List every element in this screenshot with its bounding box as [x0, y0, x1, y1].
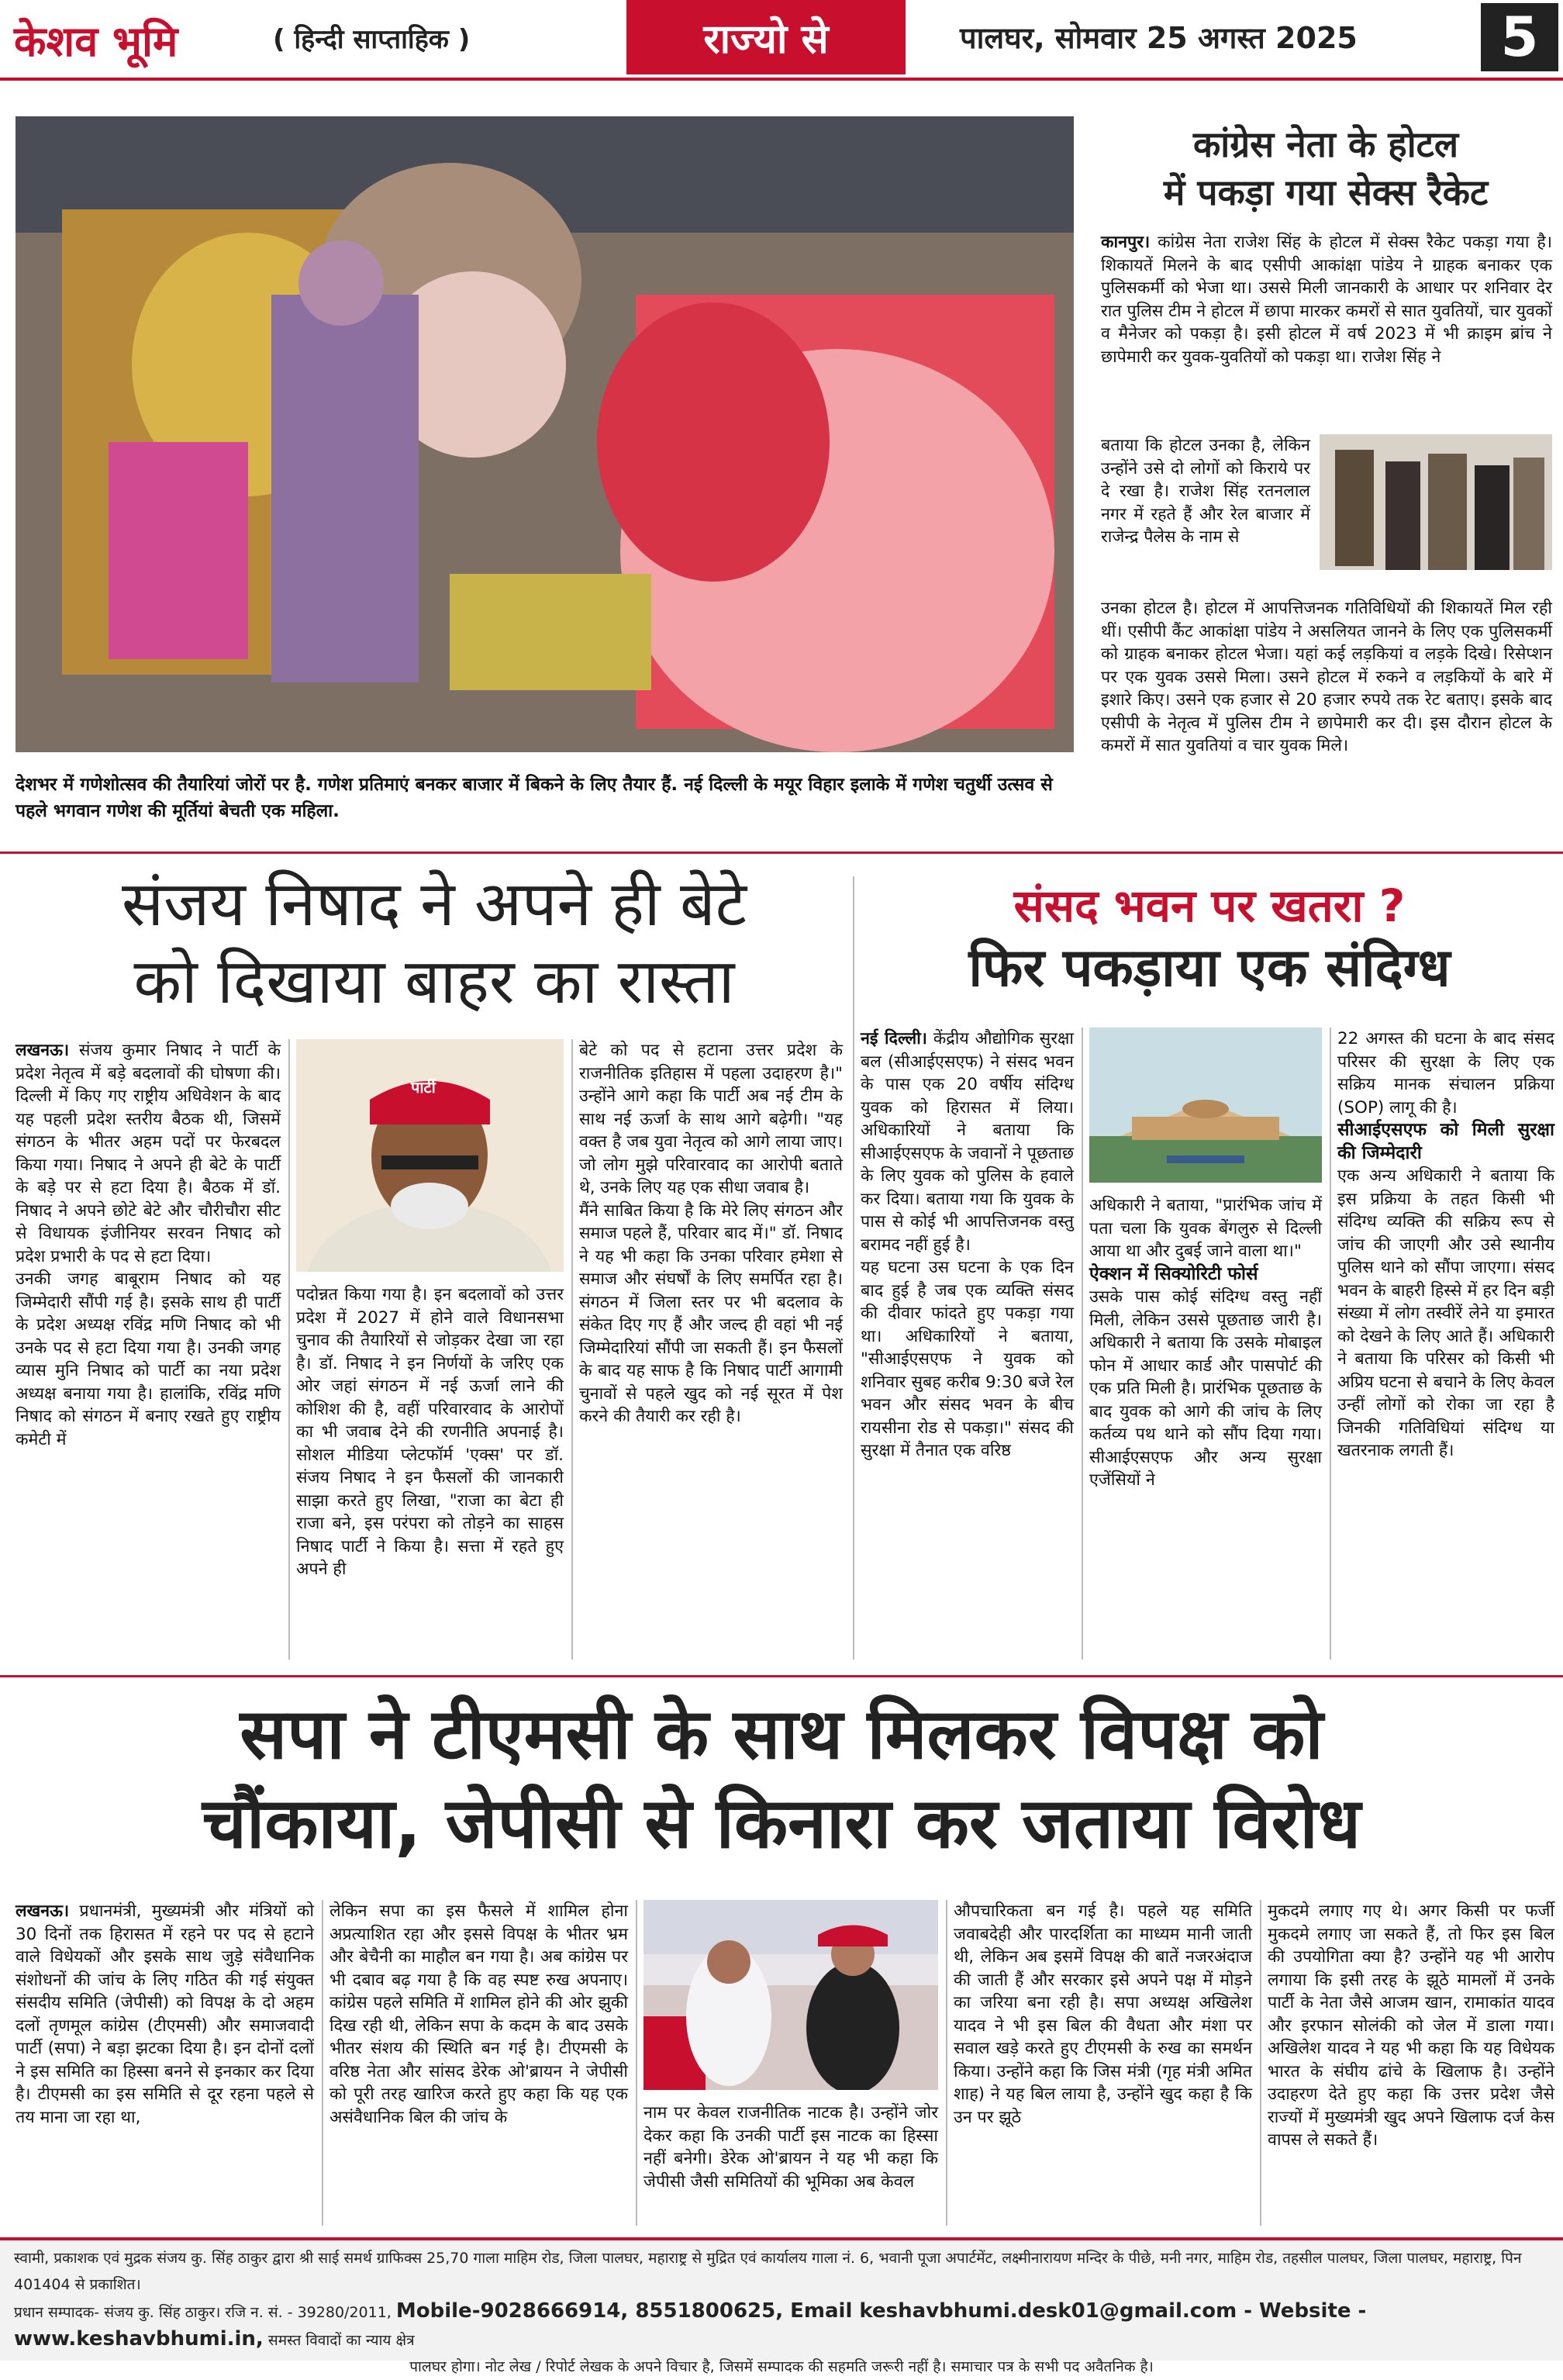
imprint-footer — [0, 2237, 1563, 2375]
sp-story-col-1 — [16, 1900, 314, 2129]
hotel-story-dateline: कानपुर। — [1101, 233, 1151, 252]
column-rule — [288, 1039, 290, 1660]
hotel-story-para-1 — [1101, 231, 1552, 368]
column-rule — [946, 1900, 947, 2226]
parliament-col-2 — [1089, 1194, 1322, 1492]
imprint-line-1: स्वामी, प्रकाशक एवं मुद्रक संजय कु. सिंह ठाकुर द्वारा श्री साई समर्थ ग्राफिक्स 25,70 गाला माहिम रोड, जिला पालघर, महाराष्ट्र से मुद्रित एवं कार्यालय गाला नं. 6, भवानी पूजा अपार्टमेंट, लक्ष्मीनारायण मन्दिर के पीछे, मनी नगर, माहिम रोड, तहसील पालघर, जिला पालघर, महाराष्ट्र, पिन 401404 से प्रकाशित। — [14, 2250, 1522, 2293]
lead-photo-ganesh-idols — [16, 116, 1074, 752]
sp-story-col-3: नाम पर केवल राजनीतिक नाटक है। उन्होंने जोर देकर कहा कि उनकी पार्टी इस नाटक का हिस्सा नहीं बनेगी। डेरेक ओ'ब्रायन ने यह भी कहा कि जेपीसी जैसी समितियों की भूमिका अब केवल — [643, 2103, 938, 2192]
column-rule — [1330, 1028, 1331, 1660]
hotel-story-headline-1: कांग्रेस नेता के होटल — [1192, 123, 1459, 165]
sp-story-col-2: लेकिन सपा का इस फैसले में शामिल होना अप्रत्याशित रहा और इससे विपक्ष के भीतर भ्रम और बेचैनी का माहौल बन गया है। अब कांग्रेस पर भी दबाव बढ़ गया है कि वह स्पष्ट रुख अपनाए। कांग्रेस पहले समिति में शामिल होने की ओर झुकी दिख रही थी, लेकिन सपा के कदम के बाद उसके भीतर संशय की स्थिति बन गई है। टीएमसी के वरिष्ठ नेता और सांसद डेरेक ओ'ब्रायन ने जेपीसी को पूरी तरह खारिज करते हुए कहा कि यह एक असंवैधानिक बिल की जांच के — [330, 1902, 628, 2127]
masthead — [0, 0, 1563, 81]
sp-story-headline-2: चौंकाया, जेपीसी से किनारा कर जताया विरोध — [202, 1783, 1361, 1864]
column-rule — [322, 1900, 323, 2226]
nishad-story-headline-2: को दिखाया बाहर का रास्ता — [133, 945, 735, 1017]
newspaper-subtitle: ( हिन्दी साप्ताहिक ) — [273, 24, 471, 55]
parliament-subhead-2: सीआईएसएफ को मिली सुरक्षा की जिम्मेदारी — [1337, 1120, 1554, 1163]
sp-story-col-5: मुकदमे लगाए गए थे। अगर किसी पर फर्जी मुकदमे लगाए जा सकते हैं, तो फिर इस बिल की उपयोगिता क्या है? उन्होंने यह भी आरोप लगाया कि इसी तरह के झूठे मामलों में उनके पार्टी के नेता जैसे आजम खान, रामाकांत यादव और इरफान सोलंकी को जेल में डाला गया। अखिलेश यादव ने यह भी कहा कि यह विधेयक भारत के संघीय ढांचे के खिलाफ है। उन्होंने उदाहरण देते हुए कहा कि उत्तर प्रदेश जैसे राज्यों में मुख्यमंत्री खुद अपने खिलाफ दर्ज केस वापस ले सकते हैं। — [1268, 1902, 1554, 2150]
mamata-akhilesh-photo — [643, 1900, 938, 2090]
nishad-story-col-2: पदोन्नत किया गया है। इन बदलावों को उत्तर प्रदेश में 2027 में होने वाले विधानसभा चुनाव की तैयारियों से जोड़कर देखा जा रहा है। डॉ. निषाद ने इन निर्णयों के जरिए एक ओर जहां संगठन में नई ऊर्जा लाने की कोशिश की है, वहीं परिवारवाद के आरोपों का भी जवाब देने की रणनीति अपनाई है। सोशल मीडिया प्लेटफॉर्म 'एक्स' पर डॉ. संजय निषाद ने इन फैसलों की जानकारी साझा करते हुए लिखा, "राजा का बेटा ही राजा बने, इस परंपरा को तोड़ने का साहस निषाद पार्टी ने किया है। सत्ता में रहते हुए अपने ही — [296, 1285, 564, 1579]
sanjay-nishad-photo — [296, 1039, 564, 1272]
hotel-story-text-1: कांग्रेस नेता राजेश सिंह के होटल में सेक्स रैकेट पकड़ा गया है। शिकायतें मिलने के बाद एसीपी आकांक्षा पांडेय ने ग्राहक बनाकर एक पुलिसकर्मी को भेजा था। उससे मिली जानकारी के आधार पर शनिवार देर रात पुलिस टीम ने होटल में छापा मारकर कमरों से सात युवतियों, चार युवकों व मैनेजर को पकड़ा है। इसी होटल में वर्ष 2023 में भी क्राइम ब्रांच ने छापेमारी कर युवक-युवतियों को पकड़ा था। राजेश सिंह ने — [1101, 233, 1553, 367]
imprint-editor: प्रधान सम्पादक- संजय कु. सिंह ठाकुर। रजि न. सं. - 39280/2011, — [14, 2304, 392, 2321]
hotel-raid-photo — [1320, 434, 1552, 570]
imprint-contact: Mobile-9028666914, 8551800625, Email keshavbhumi.desk01@gmail.com - Website - www.keshavbhumi.in, — [14, 2299, 1367, 2351]
sp-story-col-4: औपचारिकता बन गई है। पहले यह समिति जवाबदेही और पारदर्शिता का माध्यम मानी जाती थी, लेकिन अब इसमें विपक्ष की बातें नजरअंदाज की जाती हैं और सरकार इसे अपने पक्ष में मोड़ने का जरिया बना रही है। सपा अध्यक्ष अखिलेश यादव ने भी इस बिल की वैधता और मंशा पर सवाल खड़े करते हुए टीएमसी के रुख का समर्थन किया। उन्होंने कहा कि जिस मंत्री (गृह मंत्री अमित शाह) ने यह बिल लाया है, उन्होंने खुद कहा है कि उन पर झूठे — [954, 1902, 1252, 2127]
imprint-jurisdiction: समस्त विवादों का न्याय क्षेत्र — [267, 2332, 415, 2349]
column-rule — [853, 876, 854, 1660]
parliament-headline: फिर पकड़ाया एक संदिग्ध — [968, 938, 1451, 999]
hotel-story-headline-2: में पकड़ा गया सेक्स रैकेट — [1163, 171, 1489, 213]
nishad-col-3b-text: मैंने साबित किया है कि मेरे लिए संगठन और समाज पहले हैं, परिवार बाद में।" डॉ. निषाद ने यह भी कहा कि उनका परिवार हमेशा से समाज और संघर्षों के लिए समर्पित रहा है। संगठन में जिला स्तर पर भी बदलाव के संकेत दिए गए हैं और जल्द ही वहां भी नई जिम्मेदारियां सौंपी जा सकती हैं। इन फैसलों के बाद यह साफ है कि निषाद पार्टी आगामी चुनावों से पहले खुद को नई सूरत में पेश करने की तैयारी कर रही है। — [579, 1200, 843, 1426]
hotel-story-para-3: उनका होटल है। होटल में आपत्तिजनक गतिविधियों की शिकायतें मिल रही थीं। एसीपी कैंट आकांक्षा पांडेय ने असलियत जानने के लिए एक पुलिसकर्मी को ग्राहक बनाकर होटल भेजा। यहां कई लड़कियां व लड़के दिखे। रिसेप्शन पर एक युवक उससे मिला। उसने होटल में रुकने व लड़कियों के बारे में इशारे किए। उसने एक हजार से 20 हजार रुपये तक रेट बताए। इसके बाद एसीपी के नेतृत्व में पुलिस टीम ने छापेमारी कर दी। इस दौरान होटल के कमरों में सात युवतियां व चार युवक मिले। — [1101, 599, 1552, 755]
parliament-col-3-text: 22 अगस्त की घटना के बाद संसद परिसर की सुरक्षा के लिए एक सक्रिय मानक संचालन प्रक्रिया (SOP) लागू की है। — [1337, 1029, 1554, 1117]
newspaper-title: केशव भूमि — [14, 17, 178, 66]
sp-dateline: लखनऊ। — [16, 1902, 70, 1921]
cap-logo-text: पार्टी — [411, 1078, 436, 1097]
column-rule — [1082, 1028, 1083, 1660]
section-divider — [0, 1675, 1563, 1677]
section-label: राज्यो से — [626, 0, 906, 74]
parliament-col-2-text: अधिकारी ने बताया, "प्रारंभिक जांच में पता चला कि युवक बेंगलुरु से दिल्ली आया था और दुबई जाने वाला था।" — [1089, 1196, 1322, 1261]
imprint-line-2 — [0, 2298, 1563, 2354]
nishad-dateline: लखनऊ। — [16, 1041, 70, 1060]
nishad-story-col-3 — [579, 1039, 843, 1428]
column-rule — [1260, 1900, 1261, 2226]
nishad-col-3-text: बेटे को पद से हटाना उत्तर प्रदेश के राजनीतिक इतिहास में पहला उदाहरण है।" उन्होंने आगे कहा कि पार्टी अब नई टीम के साथ नई ऊर्जा के साथ आगे बढ़ेगी। "यह वक्त है जब युवा नेतृत्व को आगे लाया जाए। जो लोग मुझे परिवारवाद का आरोपी बताते थे, उनके लिए यह एक सीधा जवाब है। — [579, 1041, 843, 1197]
parliament-col-3b-text: एक अन्य अधिकारी ने बताया कि इस प्रक्रिया के तहत किसी भी संदिग्ध व्यक्ति की सक्रिय रूप से जांच की जाएगी और उसे स्थानीय पुलिस थाने को सौंपा जाएगा। संसद भवन के बाहरी हिस्से में हर दिन बड़ी संख्या में लोग तस्वीरें लेने या इमारत को देखने के लिए आते हैं। अधिकारी ने बताया कि परिसर को किसी भी अप्रिय घटना से बचाने के लिए केवल उन्हीं लोगों को रोका जा रहा है जिनकी गतिविधियां संदिग्ध या खतरनाक लगती हैं। — [1337, 1166, 1554, 1460]
parliament-col-3 — [1337, 1028, 1554, 1463]
column-rule — [571, 1039, 573, 1660]
parliament-col-2b-text: उसके पास कोई संदिग्ध वस्तु नहीं मिली, लेकिन उससे पूछताछ जारी है। अधिकारी ने बताया कि उसके मोबाइल फोन में आधार कार्ड और पासपोर्ट की एक प्रति मिली है। प्रारंभिक पूछताछ के बाद युवक को आगे की जांच के लिए कर्तव्य पथ थाने को सौंप दिया गया। सीआईएसएफ और अन्य सुरक्षा एजेंसियों ने — [1089, 1287, 1322, 1490]
sp-story-headline-1: सपा ने टीएमसी के साथ मिलकर विपक्ष को — [240, 1694, 1323, 1775]
section-divider — [0, 851, 1563, 854]
page-number: 5 — [1481, 3, 1558, 71]
nishad-story-headline-1: संजय निषाद ने अपने ही बेटे — [121, 868, 747, 940]
parliament-col-1b-text: यह घटना उस घटना के एक दिन बाद हुई है जब एक व्यक्ति संसद की दीवार फांदते हुए पकड़ा गया था। अधिकारियों ने बताया, "सीआईएसएफ ने युवक को शनिवार सुबह करीब 9:30 बजे रेल भवन और संसद भवन के बीच रायसीना रोड से पकड़ा।" संसद की सुरक्षा में तैनात एक वरिष्ठ — [861, 1258, 1074, 1460]
imprint-line-3: पालघर होगा। नोट लेख / रिपोर्ट लेखक के अपने विचार है, जिसमें सम्पादक की सहमति जरूरी नहीं है। समाचार पत्र के सभी पद अवैतनिक है। — [409, 2358, 1154, 2375]
parliament-building-photo — [1089, 1028, 1322, 1183]
parliament-col-1 — [861, 1028, 1074, 1463]
parliament-subhead-1: ऐक्शन में सिक्योरिटी फोर्स — [1089, 1263, 1258, 1284]
nishad-story-col-1 — [16, 1039, 281, 1451]
lead-photo-caption: देशभर में गणेशोत्सव की तैयारियां जोरों पर है. गणेश प्रतिमाएं बनकर बाजार में बिकने के लिए तैयार हैं. नई दिल्ली के मयूर विहार इलाके में गणेश चतुर्थी उत्सव से पहले भगवान गणेश की मूर्तियां बेचती एक महिला. — [16, 775, 1053, 821]
parliament-kicker: संसद भवन पर खतरा ? — [1013, 879, 1406, 932]
column-rule — [636, 1900, 637, 2226]
nishad-col-1-text: संजय कुमार निषाद ने पार्टी के प्रदेश नेतृत्व में बड़े बदलावों की घोषणा की। दिल्ली में किए गए राष्ट्रीय अधिवेशन के बाद यह पहली प्रदेश स्तरीय बैठक थी, जिसमें संगठन के भीतर अहम पदों पर फेरबदल किया गया। निषाद ने अपने ही बेटे के पार्टी के बड़े पर से हटा दिया है। बैठक में डॉ. निषाद ने अपने छोटे बेटे और चौरीचौरा सीट से विधायक इंजीनियर सरवन निषाद को प्रदेश प्रभारी के पद से हटा दिया। — [16, 1041, 281, 1266]
sp-col-1-text: प्रधानमंत्री, मुख्यमंत्री और मंत्रियों को 30 दिनों तक हिरासत में रहने पर पद से हटाने वाले विधेयकों और इसके साथ जुड़े संवैधानिक संशोधनों की जांच के लिए गठित की गई संयुक्त संसदीय समिति (जेपीसी) को विपक्ष के दो अहम दलों तृणमूल कांग्रेस (टीएमसी) और समाजवादी पार्टी (सपा) ने बड़ा झटका दिया है। इन दोनों दलों ने इस समिति का हिस्सा बनने से इनकार कर दिया है। टीएमसी का इस समिति से दूर रहना पहले से तय माना जा रहा था, — [16, 1902, 314, 2127]
hotel-story-para-2: बताया कि होटल उनका है, लेकिन उन्होंने उसे दो लोगों को किराये पर दे रखा है। राजेश सिंह रतनलाल नगर में रहते हैं और रेल बाजार में राजेन्द्र पैलेस के नाम से — [1101, 436, 1310, 547]
nishad-col-1b-text: उनकी जगह बाबूराम निषाद को यह जिम्मेदारी सौंपी गई है। इसके साथ ही पार्टी के प्रदेश अध्यक्ष रविंद्र मणि निषाद को भी उनके पद से हटा दिया गया है। उनकी जगह व्यास मुनि निषाद को पार्टी का नया प्रदेश अध्यक्ष बनाया गया है। हालांकि, रविंद्र मणि निषाद को संगठन में बनाए रखते हुए राष्ट्रीय कमेटी में — [16, 1269, 281, 1449]
parliament-col-1-text: केंद्रीय औद्योगिक सुरक्षा बल (सीआईएसएफ) ने संसद भवन के पास एक 20 वर्षीय संदिग्ध युवक को हिरासत में लिया। अधिकारियों ने बताया कि सीआईएसएफ के जवानों ने पूछताछ के लिए युवक को पुलिस के हवाले कर दिया। बताया गया कि युवक के पास से कोई भी आपत्तिजनक वस्तु बरामद नहीं हुई है। — [861, 1029, 1074, 1255]
issue-date: पालघर, सोमवार 25 अगस्त 2025 — [960, 21, 1358, 55]
parliament-dateline: नई दिल्ली। — [861, 1029, 927, 1048]
